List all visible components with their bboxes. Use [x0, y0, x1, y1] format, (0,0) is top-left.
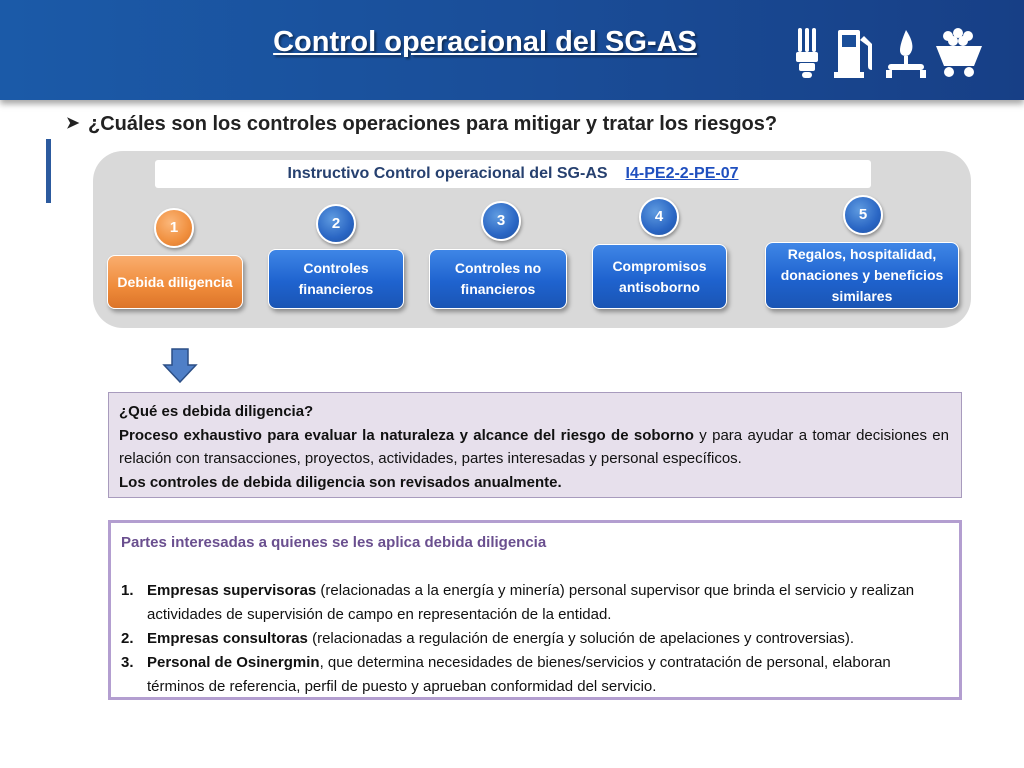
step-number-5: 5	[843, 195, 883, 235]
definition-box	[108, 392, 962, 498]
header-banner	[0, 0, 1024, 100]
down-arrow-icon	[162, 348, 198, 384]
list-item-bold: Empresas supervisoras	[147, 582, 317, 599]
definition-question: ¿Qué es debida diligencia?	[119, 403, 314, 420]
list-item-text: , que determina necesidades de bienes/servicios y contratación de personal, elaboran términos de referencia, perfil de puesto y aprueban conformidad del servicio.	[147, 654, 891, 695]
parties-list	[121, 579, 947, 699]
step-debida-diligencia[interactable]	[107, 255, 243, 309]
step-label: Debida diligencia	[117, 273, 233, 290]
list-item-text: (relacionadas a la energía y minería) personal supervisor que brinda el servicio y realizan actividades de supervisión de campo en representación de la entidad.	[147, 582, 915, 623]
parties-title: Partes interesadas a quienes se les aplica debida diligencia	[121, 534, 547, 551]
list-item-bold: Personal de Osinergmin	[147, 654, 320, 671]
step-number-1: 1	[154, 208, 194, 248]
step-label: Controles financieros	[298, 260, 374, 297]
step-label: Compromisos antisoborno	[612, 257, 707, 295]
list-item-number: 3.	[121, 654, 134, 671]
step-controles-no-financieros[interactable]	[429, 249, 567, 309]
list-item-number: 2.	[121, 630, 134, 647]
instructivo-code-link[interactable]: I4-PE2-2-PE-07	[625, 165, 739, 182]
list-item-number: 1.	[121, 582, 134, 599]
list-item	[121, 579, 947, 627]
list-item-text: (relacionadas a regulación de energía y solución de apelaciones y controversias).	[307, 630, 855, 647]
step-compromisos-antisoborno[interactable]	[592, 244, 727, 309]
list-item-bold: Empresas consultoras	[147, 630, 308, 647]
gas-flame-icon	[886, 26, 926, 80]
main-question	[66, 113, 777, 136]
list-item	[121, 627, 947, 651]
step-number-3: 3	[481, 201, 521, 241]
accent-bar	[46, 139, 51, 203]
question-text: ¿Cuáles son los controles operaciones para mitigar y tratar los riesgos?	[88, 113, 778, 135]
definition-closing: Los controles de debida diligencia son revisados anualmente.	[119, 473, 562, 491]
step-number-2: 2	[316, 204, 356, 244]
definition-text-bold: Proceso exhaustivo para evaluar la naturaleza y alcance del riesgo de soborno	[119, 426, 694, 444]
definition-text-rest: y para ayudar a tomar decisiones en relación con transacciones, proyectos, actividades, partes interesadas y personal específicos.	[119, 426, 949, 467]
page-title: Control operacional del SG-AS	[273, 26, 697, 58]
lightbulb-icon	[790, 26, 824, 80]
instructivo-label: Instructivo Control operacional del SG-AS	[287, 165, 608, 182]
list-item	[121, 651, 947, 699]
step-controles-financieros[interactable]	[268, 249, 404, 309]
fuel-pump-icon	[834, 26, 876, 80]
step-label: Controles no financieros	[454, 260, 542, 297]
step-regalos-hospitalidad[interactable]	[765, 242, 959, 309]
instructivo-bar	[155, 160, 871, 188]
definition-text	[119, 424, 949, 471]
parties-box	[108, 520, 962, 700]
bullet-arrow-icon: ➤	[66, 115, 80, 132]
step-number-4: 4	[639, 197, 679, 237]
step-label: Regalos, hospitalidad, donaciones y beneficios similares	[780, 246, 944, 304]
mine-cart-icon	[936, 26, 982, 80]
